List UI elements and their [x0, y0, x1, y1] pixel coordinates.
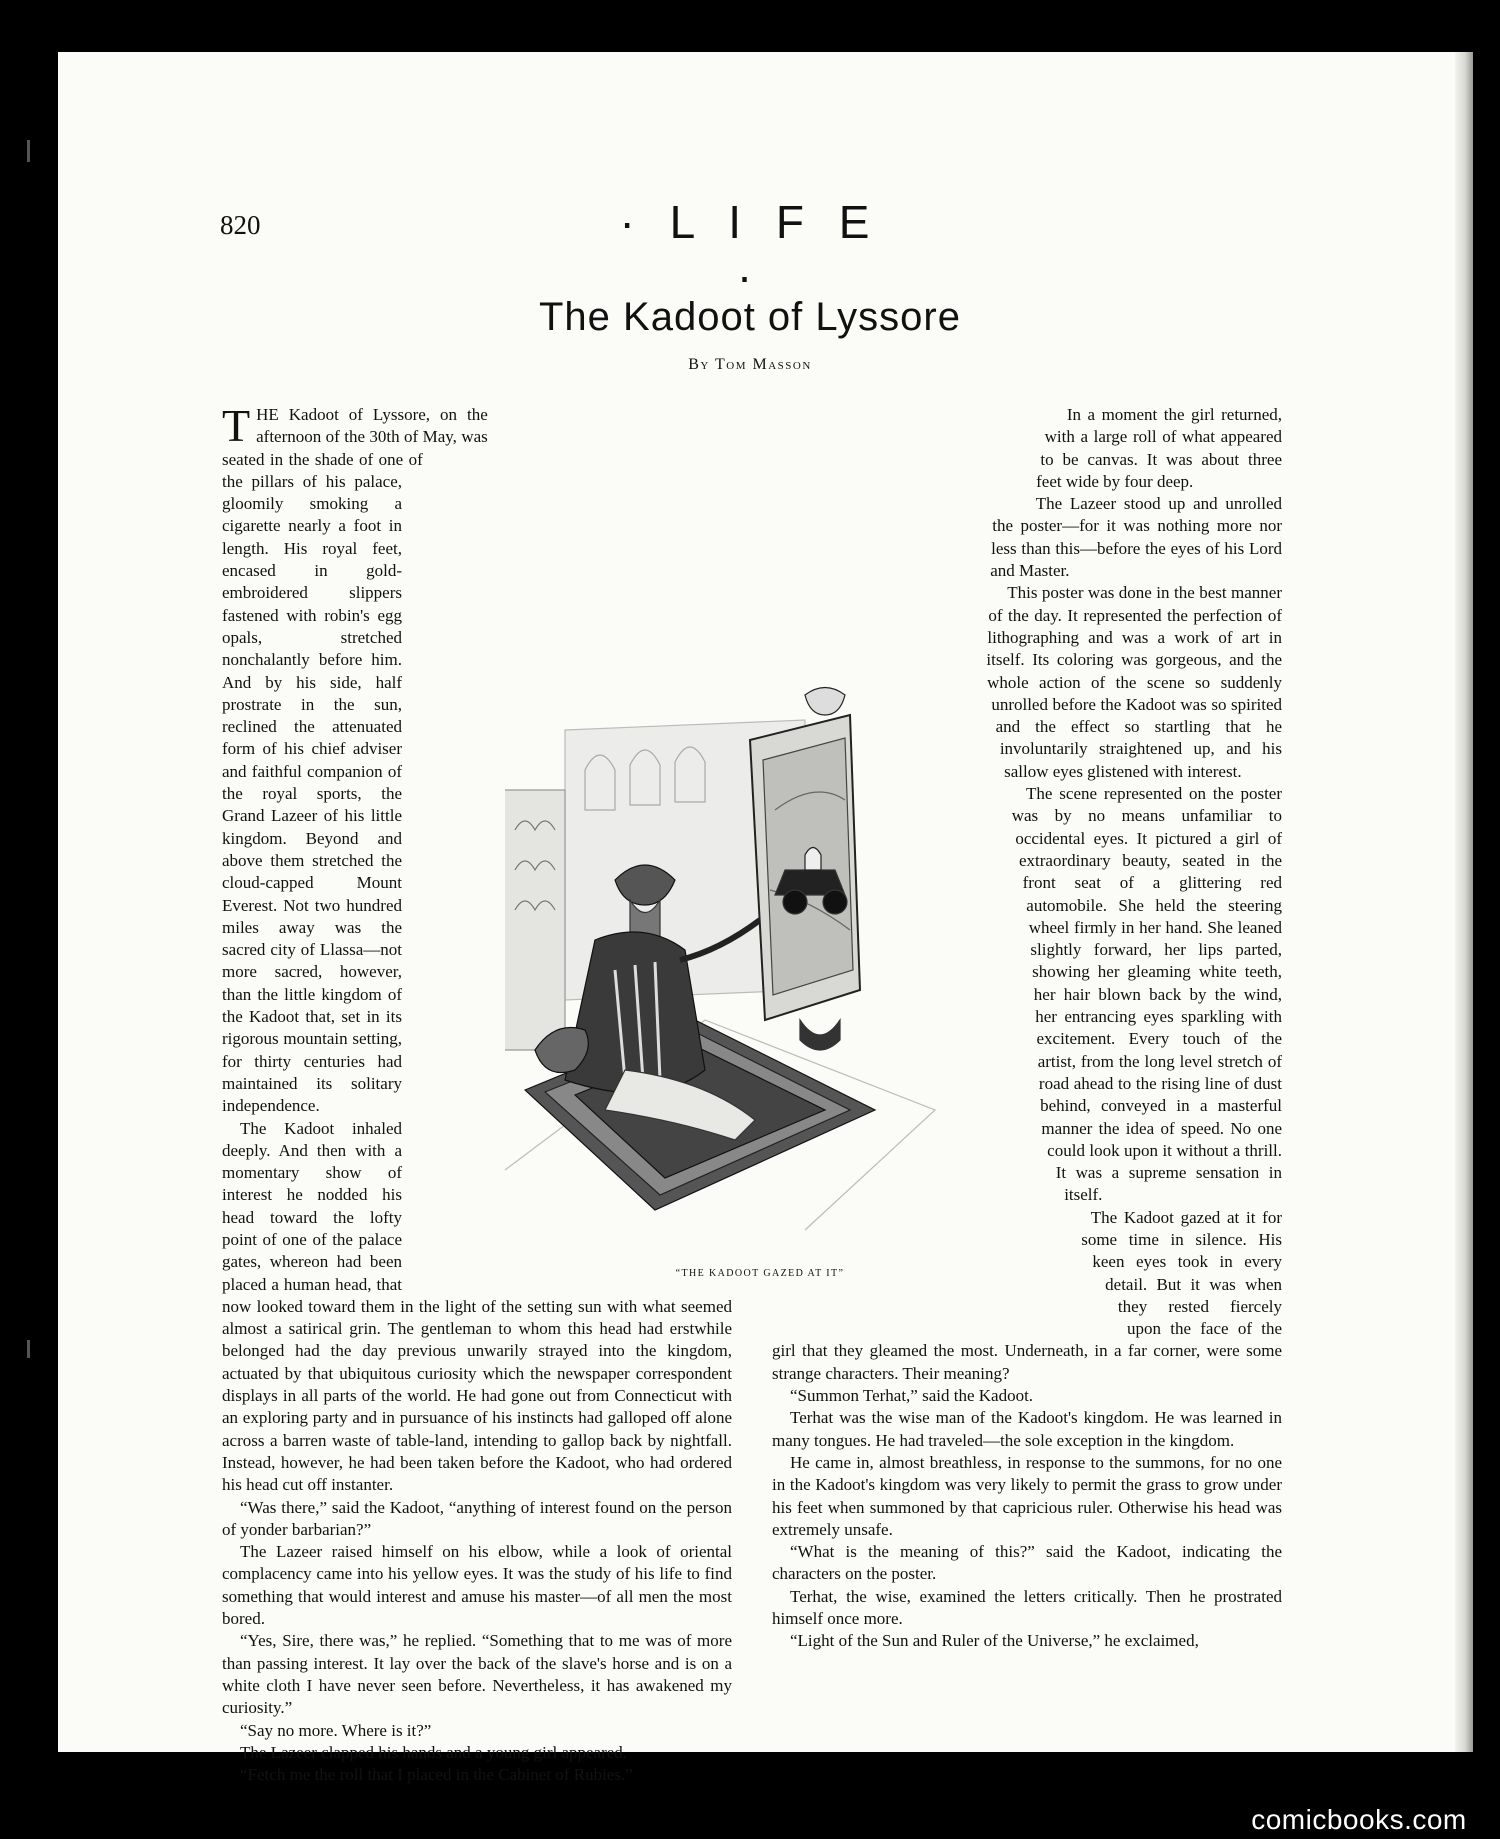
scan-mark: [27, 140, 30, 162]
paragraph: The Kadoot gazed at it for some time in silence. His keen eyes took in every detail. But it was when they rested fiercely upon the face of the girl that they gleamed the most. Underneath, in a far corner, were some strange characters. Their meaning?: [772, 1207, 1282, 1383]
paragraph: “Yes, Sire, there was,” he replied. “Something that to me was of more than passing interest. It lay over the back of the slave's horse and is on a white cloth I have never seen before. Nevertheless, it has awakened my curiosity.”: [222, 1631, 732, 1718]
byline: By Tom Masson: [688, 356, 812, 373]
paragraph: “Say no more. Where is it?”: [240, 1720, 432, 1740]
paragraph: “Fetch me the roll that I placed in the Cabinet of Rubies.”: [240, 1765, 633, 1785]
page-number: 820: [220, 210, 261, 240]
page-edge: [1455, 52, 1473, 1752]
paragraph: THE Kadoot of Lyssore, on the afternoon of the 30th of May, was seated in the shade of one of the pillars of his palace, gloomily smoking a cigarette nearly a foot in length. His royal feet, encased in gold-embroidered slippers fastened with robin's egg opals, stretched nonchalantly before him. And by his side, half prostrate in the sun, reclined the attenuated form of his chief adviser and faithful companion of the royal sports, the Grand Lazeer of his little kingdom. Beyond and above them stretched the cloud-capped Mount Everest. Not two hundred miles away was the sacred city of Llassa—not more sacred, however, than the little kingdom of the Kadoot that, set in its rigorous mountain setting, for thirty centuries had maintained its solitary independence.: [222, 400, 488, 1116]
article-title: The Kadoot of Lyssore: [539, 295, 961, 339]
drop-cap: T: [222, 400, 251, 451]
paragraph: Terhat, the wise, examined the letters critically. Then he prostrated himself once more.: [772, 1586, 1282, 1629]
scan-mark: [27, 1340, 30, 1358]
paragraph: The Lazeer raised himself on his elbow, while a look of oriental complacency came into his yellow eyes. It was the study of his life to find something that would interest and amuse his master—of all men the most bored.: [222, 1542, 732, 1629]
kadoot-illustration: [505, 690, 935, 1230]
paragraph: The scene represented on the poster was by no means unfamiliar to occidental eyes. It pictured a girl of extraordinary beauty, seated in the front seat of a glittering red automobile. She held the steering wheel firmly in her hand. She leaned slightly forward, her lips parted, showing her gleaming white teeth, her hair blown back by the wind, her entrancing eyes sparkling with excitement. Every touch of the artist, from the long level stretch of road ahead to the rising line of dust behind, conveyed in a masterful manner the idea of speed. No one could look upon it without a thrill. It was a supreme sensation in itself.: [1011, 784, 1282, 1205]
paragraph: “What is the meaning of this?” said the Kadoot, indicating the characters on the poster.: [772, 1542, 1282, 1584]
paragraph: The Lazeer stood up and unrolled the poster—for it was nothing more nor less than this—before the eyes of his Lord and Master.: [990, 494, 1282, 581]
masthead: · L I F E ·: [619, 196, 881, 302]
paragraph: “Was there,” said the Kadoot, “anything of interest found on the person of yonder barbarian?”: [222, 1497, 732, 1539]
paragraph: The Lazeer clapped his hands and a young girl appeared.: [240, 1742, 628, 1762]
paragraph: In a moment the girl returned, with a large roll of what appeared to be canvas. It was about three feet wide by four deep.: [1036, 405, 1282, 491]
paragraph: This poster was done in the best manner of the day. It represented the perfection of lithographing and was a work of art in itself. Its coloring was gorgeous, and the whole action of the scene so suddenly unrolled before the Kadoot was so spirited and the effect so startling that he involuntarily straightened up, and his sallow eyes glistened with interest.: [986, 583, 1282, 781]
paragraph: The Kadoot inhaled deeply. And then with a momentary show of interest he nodded his head toward the lofty point of one of the palace gates, whereon had been placed a human head, that now looked toward them in the light of the setting sun with what seemed almost a satirical grin. The gentleman to whom this head had erstwhile belonged had the day previous unwarily strayed into the kingdom, actuated by that ubiquitous curiosity which the newspaper correspondent displays in all parts of the world. He had gone out from Connecticut with an exploring party and in pursuance of his instincts had galloped off alone across a barren waste of table-land, intending to gallop back by nightfall. Instead, however, he had been taken before the Kadoot, who had ordered his head cut off instanter.: [222, 1118, 732, 1495]
paragraph: “Light of the Sun and Ruler of the Universe,” he exclaimed,: [790, 1631, 1199, 1651]
paragraph: “Summon Terhat,” said the Kadoot.: [790, 1386, 1034, 1406]
illustration-caption: “THE KADOOT GAZED AT IT”: [675, 1268, 845, 1279]
paragraph: Terhat was the wise man of the Kadoot's kingdom. He was learned in many tongues. He had traveled—the sole exception in the kingdom.: [772, 1408, 1282, 1450]
paragraph: He came in, almost breathless, in response to the summons, for no one in the Kadoot's kingdom was very likely to permit the grass to grow under his feet when summoned by that capricious ruler. Otherwise his head was extremely unsafe.: [772, 1452, 1282, 1539]
watermark: comicbooks.com: [1218, 1800, 1500, 1839]
